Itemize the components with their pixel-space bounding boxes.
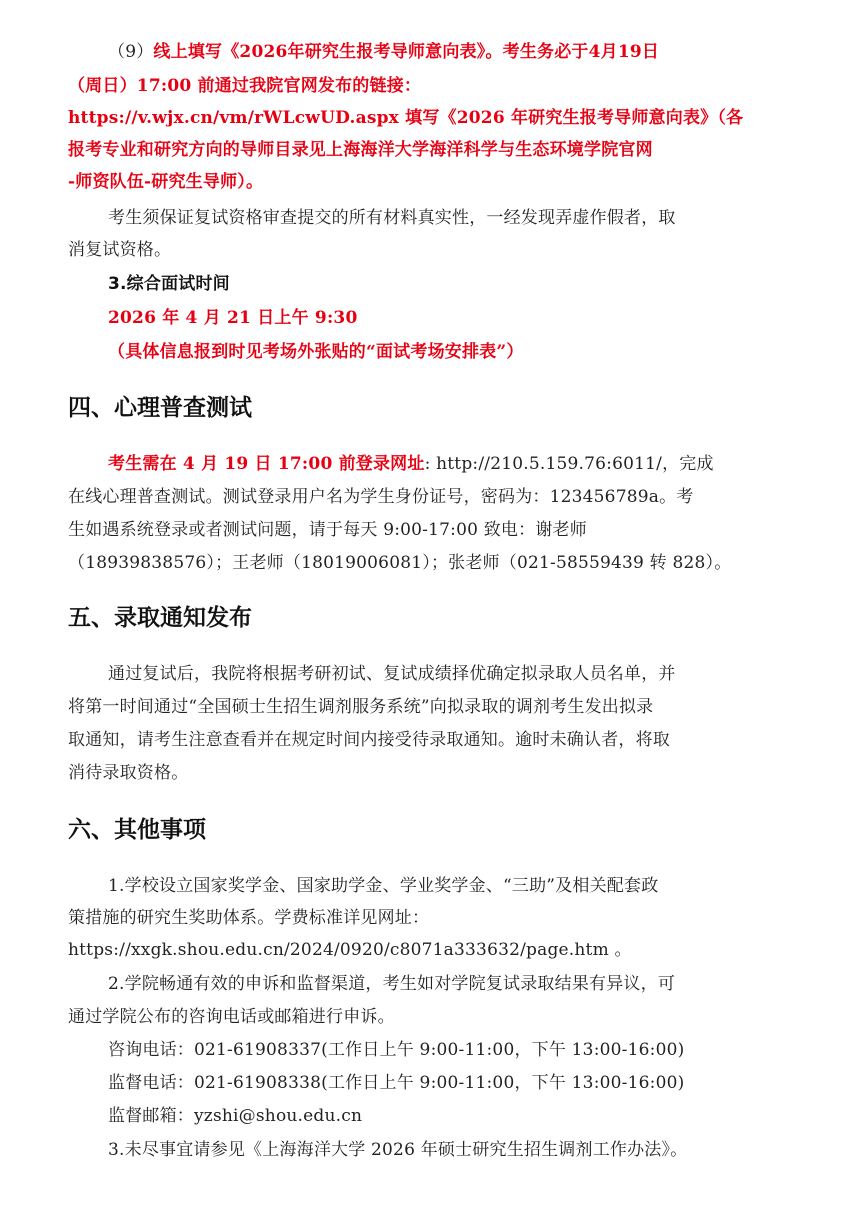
- item-number: （9）: [108, 42, 154, 62]
- highlight-text: （周日）17:00 前通过我院官网发布的链接：: [68, 76, 422, 96]
- paragraph-line: 1.学校设立国家奖学金、国家助学金、学业奖学金、“三助”及相关配套政: [108, 876, 659, 896]
- highlight-text: -师资队伍-研究生导师）。: [68, 172, 264, 192]
- test-link-text[interactable]: : http://210.5.159.76:6011/，完成: [424, 454, 714, 474]
- paragraph-line: 通过复试后，我院将根据考研初试、复试成绩择优确定拟录取人员名单，并: [108, 664, 676, 684]
- sub-heading: 3.综合面试时间: [108, 274, 230, 294]
- paragraph-line: 消复试资格。: [68, 240, 172, 260]
- paragraph-line: 生如遇系统登录或者测试问题，请于每天 9:00-17:00 致电：谢老师: [68, 520, 587, 540]
- supervise-email[interactable]: 监督邮箱：yzshi@shou.edu.cn: [108, 1106, 363, 1126]
- tuition-link-text[interactable]: https://xxgk.shou.edu.cn/2024/0920/c8071a333632/page.htm 。: [68, 940, 632, 960]
- paragraph-line: 3.未尽事宜请参见《上海海洋大学 2026 年硕士研究生招生调剂工作办法》。: [108, 1140, 688, 1160]
- interview-note: （具体信息报到时见考场外张贴的“面试考场安排表”）: [108, 342, 524, 362]
- paragraph-line: 通过学院公布的咨询电话或邮箱进行申诉。: [68, 1007, 395, 1027]
- paragraph-line: 2.学院畅通有效的申诉和监督渠道，考生如对学院复试录取结果有异议，可: [108, 974, 676, 994]
- section-heading: 四、心理普查测试: [68, 395, 252, 421]
- paragraph-line: [108, 448, 838, 480]
- highlight-text: 考生需在 4 月 19 日 17:00 前登录网址: [108, 454, 425, 474]
- section-heading: 五、录取通知发布: [68, 605, 252, 631]
- supervise-phone: 监督电话：021-61908338(工作日上午 9:00-11:00，下午 13:00-16:00): [108, 1073, 685, 1093]
- paragraph-line: 消待录取资格。: [68, 763, 189, 783]
- paragraph-line: 取通知，请考生注意查看并在规定时间内接受待录取通知。逾时未确认者，将取: [68, 730, 670, 750]
- paragraph-line: 在线心理普查测试。测试登录用户名为学生身份证号，密码为：123456789a。考: [68, 487, 694, 507]
- paragraph-line: 将第一时间通过“全国硕士生招生调剂服务系统”向拟录取的调剂考生发出拟录: [68, 697, 654, 717]
- paragraph-line: [108, 36, 838, 68]
- paragraph-line: 考生须保证复试资格审查提交的所有材料真实性，一经发现弄虚作假者，取: [108, 208, 676, 228]
- paragraph-line: （18939838576）；王老师（18019006081）；张老师（021-58559439 转 828）。: [68, 553, 732, 573]
- highlight-text: 报考专业和研究方向的导师目录见上海海洋大学海洋科学与生态环境学院官网: [68, 140, 653, 160]
- interview-time: 2026 年 4 月 21 日上午 9:30: [108, 308, 358, 328]
- section-heading: 六、其他事项: [68, 817, 206, 843]
- paragraph-line: 策措施的研究生奖助体系。学费标准详见网址：: [68, 908, 430, 928]
- consult-phone: 咨询电话：021-61908337(工作日上午 9:00-11:00，下午 13:00-16:00): [108, 1040, 685, 1060]
- survey-link-text[interactable]: https://v.wjx.cn/vm/rWLcwUD.aspx 填写《2026 年研究生报考导师意向表》（各: [68, 108, 744, 128]
- highlight-text: 线上填写《2026年研究生报考导师意向表》。考生务必于4月19日: [153, 42, 660, 62]
